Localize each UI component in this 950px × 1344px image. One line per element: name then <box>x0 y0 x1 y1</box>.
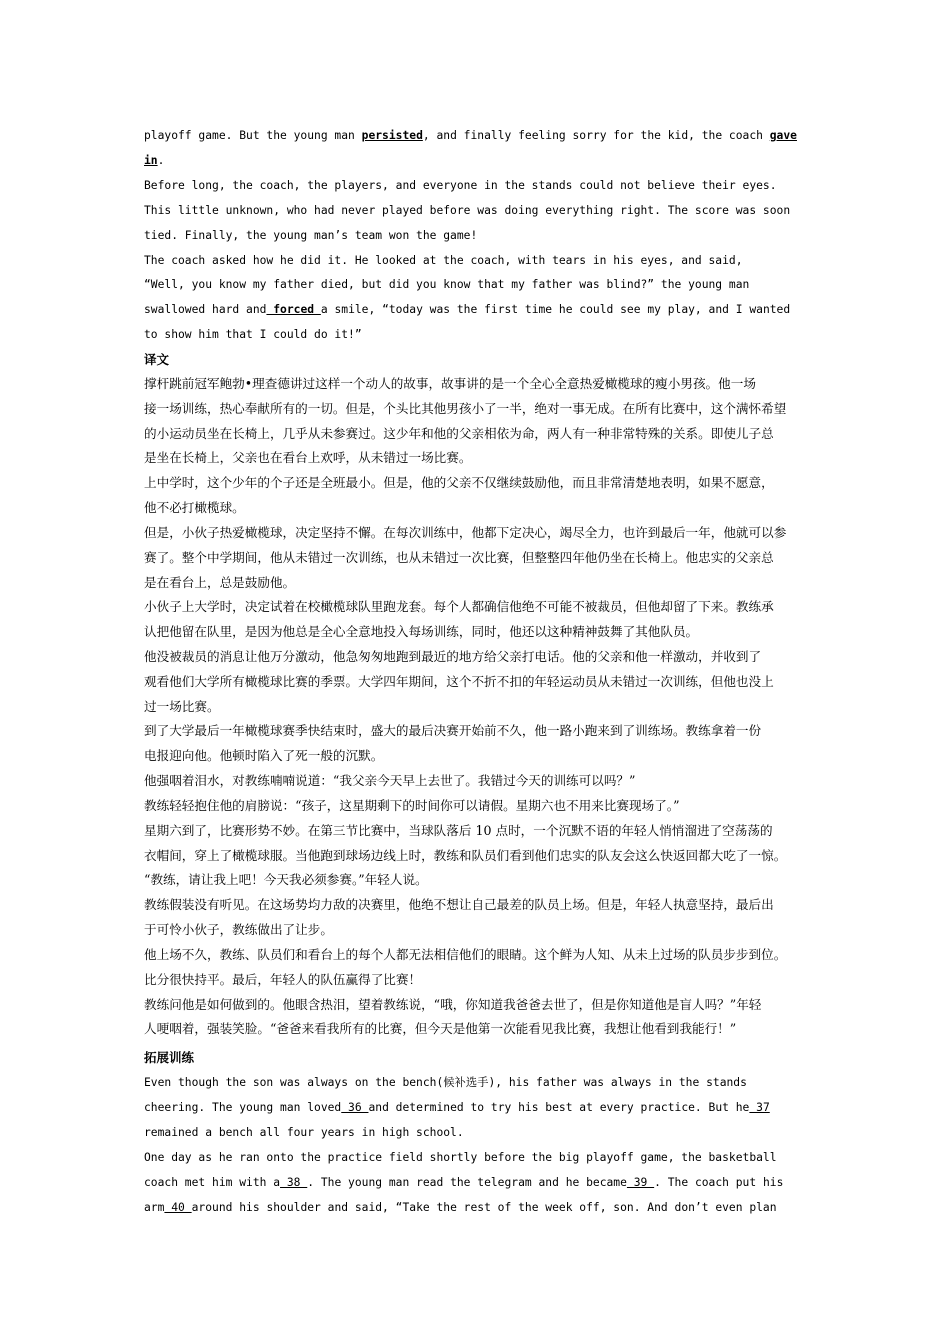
english-line <box>144 124 814 149</box>
chinese-line: 他没被裁员的消息让他万分激动，他急匆匆地跑到最近的地方给父亲打电话。他的父亲和他一样激动，并收到了 <box>144 649 762 665</box>
chinese-line: 观看他们大学所有橄榄球比赛的季票。大学四年期间，这个不折不扣的年轻运动员从未错过一次训练，但他也没上 <box>144 673 774 689</box>
chinese-line: 过一场比赛。 <box>144 698 220 714</box>
blank: 40 <box>164 1200 192 1214</box>
keyword: in <box>144 153 158 167</box>
english-line <box>144 273 814 298</box>
english-line <box>144 249 814 274</box>
text-run: swallowed hard and <box>144 303 267 317</box>
text-run: “Well, you know my father died, but did you know that my father was blind?” the young man <box>144 278 750 292</box>
text-run: coach met him with a <box>144 1175 281 1189</box>
chinese-line: 的小运动员坐在长椅上，几乎从未参赛过。这少年和他的父亲相依为命，两人有一种非常特殊的关系。即使儿子总 <box>144 425 774 441</box>
text-run: and determined to try his best at every practice. But he <box>368 1100 750 1114</box>
chinese-line: 上中学时，这个少年的个子还是全班最小。但是，他的父亲不仅继续鼓励他，而且非常清楚地表明，如果不愿意， <box>144 475 774 491</box>
text-run: remained a bench all four years in high school. <box>144 1125 464 1139</box>
english-line <box>144 224 814 249</box>
english-line <box>144 298 814 323</box>
text-run: arm <box>144 1200 165 1214</box>
chinese-line: 于可怜小伙子，教练做出了让步。 <box>144 922 333 938</box>
text-run: . <box>157 153 165 167</box>
exercise-line <box>144 1121 814 1146</box>
text-run: . The coach put his <box>654 1175 784 1189</box>
exercise-line <box>144 1096 814 1121</box>
chinese-line: 是在看台上，总是鼓励他。 <box>144 574 296 590</box>
english-line <box>144 174 814 199</box>
english-line <box>144 323 814 348</box>
text-run: cheering. The young man loved <box>144 1100 342 1114</box>
english-line <box>144 149 814 174</box>
exercise-heading: 拓展训练 <box>144 1050 195 1065</box>
keyword: persisted <box>361 129 423 142</box>
text-run: Before long, the coach, the players, and everyone in the stands could not believe their eyes. <box>144 178 777 192</box>
chinese-line: 他上场不久，教练、队员们和看台上的每个人都无法相信他们的眼睛。这个鲜为人知、从未上过场的队员步步到位。 <box>144 946 787 962</box>
chinese-line: 撑杆跳前冠军鲍勃•理查德讲过这样一个动人的故事，故事讲的是一个全心全意热爱橄榄球的瘦小男孩。他一场 <box>144 376 756 391</box>
text-run: around his shoulder and said, “Take the rest of the week off, son. And don’t even plan <box>191 1200 777 1214</box>
text-run: This little unknown, who had never played before was doing everything right. The score was soon <box>144 203 791 217</box>
chinese-line: 星期六到了，比赛形势不妙。在第三节比赛中，当球队落后 10 点时，一个沉默不语的年轻人悄悄溜进了空荡荡的 <box>144 822 773 838</box>
chinese-line: “教练，请让我上吧！今天我必须参赛。”年轻人说。 <box>144 872 428 888</box>
chinese-line: 比分很快持平。最后，年轻人的队伍赢得了比赛！ <box>144 971 422 987</box>
text-run: , and finally feeling sorry for the kid, the coach <box>422 129 770 142</box>
text-run: to show him that I could do it!” <box>144 328 362 342</box>
chinese-line: 教练轻轻抱住他的肩膀说：“孩子，这星期剩下的时间你可以请假。星期六也不用来比赛现场了。” <box>144 797 680 813</box>
text-run: Even though the son was always on the bench(候补选手), his father was always in the stands <box>144 1076 747 1089</box>
chinese-line: 衣帽间，穿上了橄榄球服。当他跑到球场边线上时，教练和队员们看到他们忠实的队友会这么快返回都大吃了一惊。 <box>144 847 787 863</box>
exercise-line <box>144 1146 814 1171</box>
blank: 37 <box>749 1100 770 1114</box>
english-line <box>144 199 814 224</box>
exercise-line <box>144 1196 814 1221</box>
exercise-line <box>144 1171 814 1196</box>
chinese-line: 教练假装没有听见。在这场势均力敌的决赛里，他绝不想让自己最差的队员上场。但是，年轻人执意坚持，最后出 <box>144 897 774 913</box>
chinese-line: 到了大学最后一年橄榄球赛季快结束时，盛大的最后决赛开始前不久，他一路小跑来到了训练场。教练拿着一份 <box>144 723 762 739</box>
chinese-line: 小伙子上大学时，决定试着在校橄榄球队里跑龙套。每个人都确信他绝不可能不被裁员，但他却留了下来。教练承 <box>144 599 774 615</box>
blank: 36 <box>341 1100 369 1114</box>
text-run: One day as he ran onto the practice field shortly before the big playoff game, the basketball <box>144 1150 777 1164</box>
chinese-line: 他不必打橄榄球。 <box>144 500 245 516</box>
chinese-line: 接一场训练，热心奉献所有的一切。但是，个头比其他男孩小了一半，绝对一事无成。在所有比赛中，这个满怀希望 <box>144 400 787 416</box>
exercise-line <box>144 1071 814 1096</box>
chinese-line: 他强咽着泪水，对教练喃喃说道：“我父亲今天早上去世了。我错过今天的训练可以吗？” <box>144 773 636 789</box>
text-run: tied. Finally, the young man’s team won the game! <box>144 228 478 242</box>
chinese-line: 人哽咽着，强装笑脸。“爸爸来看我所有的比赛，但今天是他第一次能看见我比赛，我想让他看到我能行！” <box>144 1021 737 1037</box>
blank: 38 <box>280 1175 308 1189</box>
translation-heading: 译文 <box>144 352 170 367</box>
keyword: gave <box>769 129 797 142</box>
chinese-line: 赛了。整个中学期间，他从未错过一次训练，也从未错过一次比赛，但整整四年他仍坐在长椅上。他忠实的父亲总 <box>144 549 774 565</box>
blank: 39 <box>626 1175 655 1189</box>
chinese-line: 但是，小伙子热爱橄榄球，决定坚持不懈。在每次训练中，他都下定决心，竭尽全力，也许到最后一年，他就可以参 <box>144 524 787 540</box>
text-run: The coach asked how he did it. He looked at the coach, with tears in his eyes, and said, <box>144 253 743 267</box>
keyword: forced <box>266 303 321 317</box>
chinese-line: 教练问他是如何做到的。他眼含热泪，望着教练说，“哦，你知道我爸爸去世了，但是你知道他是盲人吗？”年轻 <box>144 996 762 1012</box>
text-run: playoff game. But the young man <box>144 129 362 142</box>
text-run: . The young man read the telegram and he became <box>307 1175 627 1189</box>
chinese-line: 认把他留在队里，是因为他总是全心全意地投入每场训练，同时，他还以这种精神鼓舞了其他队员。 <box>144 624 699 640</box>
chinese-line: 是坐在长椅上，父亲也在看台上欢呼，从未错过一场比赛。 <box>144 450 472 466</box>
text-run: a smile, “today was the first time he could see my play, and I wanted <box>320 303 791 317</box>
chinese-line: 电报迎向他。他顿时陷入了死一般的沉默。 <box>144 748 384 764</box>
